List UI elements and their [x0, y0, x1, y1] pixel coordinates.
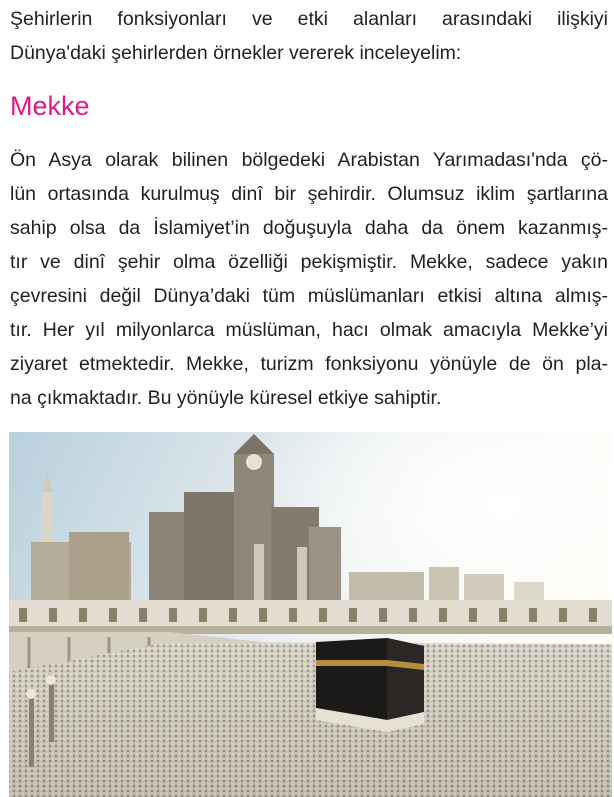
- mecca-photo: [9, 432, 612, 797]
- body-line: ziyaret etmektedir. Mekke, turizm fonksiyonu yönüyle de ön pla-: [10, 353, 608, 375]
- body-line: tır ve dinî şehir olma özelliği pekişmiştir. Mekke, sadece yakın: [10, 251, 608, 273]
- intro-paragraph: [10, 2, 608, 70]
- body-line: tır. Her yıl milyonlarca müslüman, hacı olmak amacıyla Mekke’yi: [10, 319, 608, 341]
- body-line: çevresini değil Dünya’daki tüm müslümanları etkisi altına almış-: [10, 285, 608, 307]
- section-body: [10, 143, 608, 415]
- section-heading: Mekke: [10, 91, 90, 121]
- body-line: Ön Asya olarak bilinen bölgedeki Arabistan Yarımadası'nda çö-: [10, 149, 608, 171]
- body-line: sahip olsa da İslamiyet’in doğuşuyla daha da önem kazanmış-: [10, 217, 608, 239]
- intro-line: Dünya'daki şehirlerden örnekler vererek inceleyelim:: [10, 42, 462, 64]
- body-line: lün ortasında kurulmuş dinî bir şehirdir. Olumsuz iklim şartlarına: [10, 183, 608, 205]
- body-line: na çıkmaktadır. Bu yönüyle küresel etkiye sahiptir.: [10, 387, 442, 409]
- intro-line: Şehirlerin fonksiyonları ve etki alanları arasındaki ilişkiyi: [10, 8, 608, 30]
